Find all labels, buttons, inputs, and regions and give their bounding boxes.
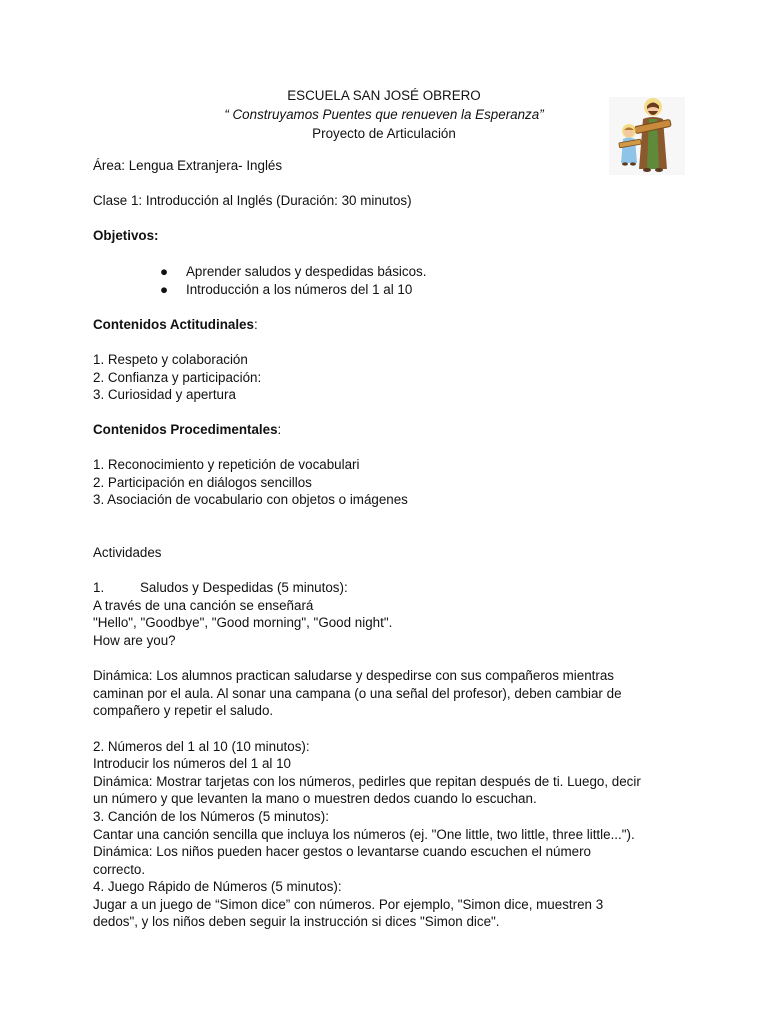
list-item [160,281,426,299]
text-line: "Hello", "Goodbye", "Good morning", "Good night". [93,615,393,631]
list-item [160,263,426,281]
text-line: Dinámica: Los alumnos practican saludarse y despedirse con sus compañeros mientras [93,668,614,684]
text-line: dedos", y los niños deben seguir la instrucción si dices "Simon dice". [93,914,500,930]
activity-number: 1. [93,580,105,596]
class-title: Clase 1: Introducción al Inglés (Duración: 30 minutos) [93,193,412,208]
text-line: caminan por el aula. Al sonar una campana (o una señal del profesor), deben cambiar de [93,685,622,701]
attitudinal-section [93,316,693,404]
list-item: 3. Curiosidad y apertura [93,387,236,403]
list-item: 1. Respeto y colaboración [93,352,248,368]
bullet-icon: ● [160,264,169,279]
text-line: Cantar una canción sencilla que incluya los números (ej. "One little, two little, three little..."). [93,826,635,842]
bullet-icon: ● [160,281,169,297]
attitudinal-heading: Contenidos Actitudinales [93,317,254,332]
list-item: 1. Reconocimiento y repetición de vocabulari [93,457,360,473]
area-line: Área: Lengua Extranjera- Inglés [93,158,283,173]
school-motto: “ Construyamos Puentes que renueven la Esperanza” [224,107,544,122]
list-item: 2. Participación en diálogos sencillos [93,474,312,490]
objective-text: Introducción a los números del 1 al 10 [186,281,413,297]
text-line: 3. Canción de los Números (5 minutos): [93,808,329,824]
text-line: un número y que levanten la mano o muestren dedos cuando lo escuchan. [93,791,537,807]
activities-section [93,544,693,931]
list-item: 3. Asociación de vocabulario con objetos o imágenes [93,492,408,508]
text-line: Dinámica: Mostrar tarjetas con los números, pedirles que repitan después de ti. Luego, decir [93,773,641,789]
objectives-heading: Objetivos: [93,228,159,243]
heading-colon: : [277,422,282,437]
text-line: compañero y repetir el saludo. [93,703,274,719]
procedural-heading: Contenidos Procedimentales [93,422,278,437]
activities-heading: Actividades [93,545,162,560]
objectives-list [160,263,426,298]
text-line: How are you? [93,632,176,648]
text-line: 2. Números del 1 al 10 (10 minutos): [93,738,310,754]
list-item: 2. Confianza y participación: [93,369,262,385]
activity-1-title-line [93,579,693,597]
text-line: Jugar a un juego de “Simon dice” con números. Por ejemplo, "Simon dice, muestren 3 [93,896,604,912]
activity-1-title: Saludos y Despedidas (5 minutos): [140,580,348,596]
objective-text: Aprender saludos y despedidas básicos. [186,264,427,279]
text-line: Dinámica: Los niños pueden hacer gestos o levantarse cuando escuchen el número [93,844,591,860]
procedural-section [93,421,693,509]
school-name: ESCUELA SAN JOSÉ OBRERO [287,88,481,103]
text-line: Introducir los números del 1 al 10 [93,756,291,772]
heading-colon: : [253,317,258,332]
project-title: Proyecto de Articulación [312,126,456,141]
text-line: A través de una canción se enseñará [93,597,314,613]
text-line: 4. Juego Rápido de Números (5 minutos): [93,879,342,895]
procedural-heading-line [93,421,693,439]
area-section [93,157,693,175]
class-title-section [93,192,693,210]
objectives-heading-section [93,227,693,245]
attitudinal-heading-line [93,316,693,334]
text-line: correcto. [93,861,146,877]
